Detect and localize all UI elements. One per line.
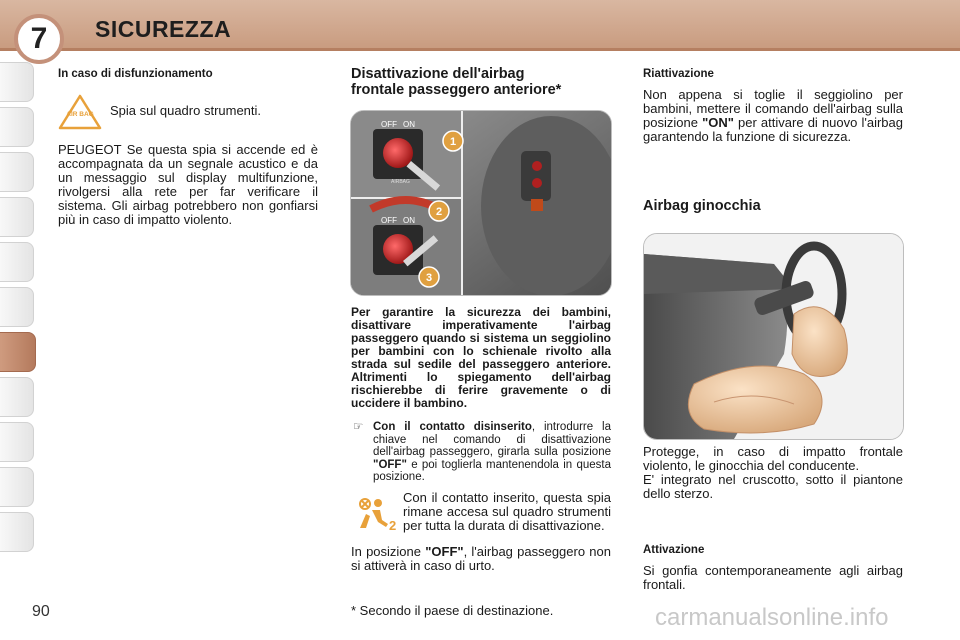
malfunction-paragraph: PEUGEOT Se questa spia si accende ed è accompagnata da un segnale acustico e da un messaggio sul display multifunzione, rivolgersi alla rete per far verificare il sistema. Gli airbag potrebbero non gonfiarsi più in caso di impatto violento. [58,142,318,227]
knee-airbag-heading: Airbag ginocchia [643,198,761,214]
passenger-airbag-off-icon [356,496,396,532]
reactivation-heading: Riattivazione [643,68,714,80]
off-position-paragraph [351,545,611,573]
malfunction-heading: In caso di disfunzionamento [58,68,213,80]
page-title: SICUREZZA [95,16,232,42]
header-divider [0,48,960,51]
knee-airbag-illustration [644,234,903,439]
chapter-tab-9[interactable] [0,422,34,462]
key-instruction-text-1: , introdurre la chiave nel comando di disattivazione dell'airbag passeggero, girarla sulla posizione [373,421,611,458]
airbag-warning-icon [58,94,102,130]
chapter-tab-10[interactable] [0,467,34,507]
step-1-marker: 1 [449,136,457,148]
key-instruction-bold: Con il contatto disinserito [373,421,532,433]
switch-on-label-top: ON [403,120,415,129]
switch-off-label-top: OFF [381,120,397,129]
chapter-tab-6[interactable] [0,287,34,327]
page-number: 90 [32,603,50,620]
child-safety-warning: Per garantire la sicurezza dei bambini, disattivare imperativamente l'airbag passeggero quando si sistema un seggiolino per bambini con lo schienale rivolto alla strada sul sedile del passeggero anteriore. Altrimenti lo spiegamento dell'airbag rischierebbe di ferire gravemente o di uccidere il bambino. [351,305,611,410]
off-position-bold: "OFF" [425,544,464,559]
chapter-tab-2[interactable] [0,107,34,147]
chapter-number-badge: 7 [14,14,64,64]
deactivation-heading-line-2: frontale passeggero anteriore* [351,82,562,98]
off-position-text-2: , l'airbag passeggero non si attiverà in caso di urto. [351,544,611,573]
reactivation-text-1: Non appena si toglie il seggiolino per bambini, mettere il comando dell'airbag sulla posizione [643,87,903,130]
airbag-switch-illustration [351,111,611,295]
warning-lamp-caption: Spia sul quadro strumenti. [110,103,262,118]
reactivation-on: "ON" [702,115,734,130]
off-position-text-1: In posizione [351,544,426,559]
switch-airbag-label: AIRBAG [391,179,410,185]
key-instruction [373,421,611,484]
deactivation-lamp-paragraph: Con il contatto inserito, questa spia rimane accesa sul quadro strumenti per tutta la durata di disattivazione. [403,490,611,533]
svg-text:2: 2 [389,518,396,532]
deactivation-heading [351,66,621,98]
chapter-tab-11[interactable] [0,512,34,552]
step-3-marker: 3 [425,272,433,284]
activation-paragraph: Si gonfia contemporaneamente agli airbag frontali. [643,563,903,592]
chapter-tab-4[interactable] [0,197,34,237]
chapter-tab-3[interactable] [0,152,34,192]
chapter-tabs [0,62,34,557]
reactivation-text-2: per attivare di nuovo l'airbag garantendo la funzione di sicurezza. [643,115,903,144]
bullet-hand-icon: ☞ [353,421,364,433]
chapter-tab-1[interactable] [0,62,34,102]
chapter-tab-7-active[interactable] [0,332,36,372]
airbag-switch-figure [350,110,612,296]
footnote: * Secondo il paese di destinazione. [351,603,554,618]
chapter-tab-8[interactable] [0,377,34,417]
switch-on-label-bottom: ON [403,216,415,225]
deactivation-heading-line-1: Disattivazione dell'airbag [351,66,525,82]
key-instruction-off: "OFF" [373,458,407,471]
chapter-tab-5[interactable] [0,242,34,282]
key-instruction-text-2: e poi toglierla mantenendola in questa posizione. [373,458,611,483]
knee-protection-text: Protegge, in caso di impatto frontale violento, le ginocchia del conducente. [643,444,903,473]
airbag-icon-text: AIR BAG [66,111,94,118]
activation-heading: Attivazione [643,544,705,556]
reactivation-paragraph [643,88,903,144]
watermark: carmanualsonline.info [655,604,889,631]
knee-airbag-figure [643,233,904,440]
switch-off-label-bottom: OFF [381,216,397,225]
knee-location-text: E' integrato nel cruscotto, sotto il piantone dello sterzo. [643,472,903,501]
step-2-marker: 2 [435,206,443,218]
